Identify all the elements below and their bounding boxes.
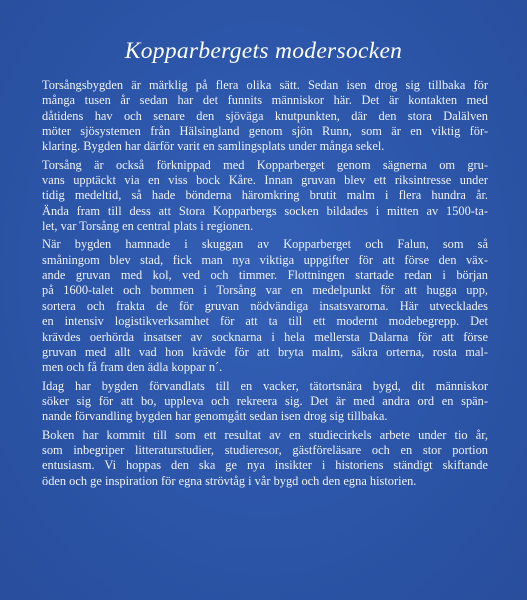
text-line: Ända fram till dess att Stora Kopparbergs socken bildades i mitten av 1500-ta-: [42, 203, 488, 218]
text-line: gruvan med allt vad hon krävde för att bryta malm, säkra orterna, rosta mal-: [42, 344, 488, 359]
text-line: många tusen år sedan har det funnits människor här. Det är kontakten med: [42, 93, 488, 108]
text-line: som inbegriper litteraturstudier, studieresor, gästföreläsare och en stor portion: [42, 442, 488, 457]
paragraph-2: [42, 158, 488, 235]
text-line: krävdes oerhörda insatser av socknarna i hela mellersta Dalarna för att förse: [42, 329, 488, 344]
text-line: möter sjösystemen från Hälsingland genom sjön Runn, som är en viktig för-: [42, 124, 488, 139]
text-line: nande förvandling bygden har genomgått sedan isen drog sig tillbaka.: [42, 409, 388, 424]
text-line: Idag har bygden förvandlats till en vacker, tätortsnära bygd, dit människor: [42, 378, 488, 393]
text-line: söker sig för att bo, uppleva och rekreera sig. Det är med andra ord en spän-: [42, 393, 488, 408]
text-line: sortera och frakta de för gruvan nödvändiga insatsvarorna. Här utvecklades: [42, 298, 488, 313]
text-line: Boken har kommit till som ett resultat av en studiecirkels arbete under tio år,: [42, 427, 488, 442]
text-line: vans upptäckt via en viss bock Kåre. Innan gruvan blev ett riksintresse under: [42, 173, 488, 188]
text-line: dåtidens hav och senare den sjöväga knutpunkten, där den stora Dalälven: [42, 108, 488, 123]
page-title: Kopparbergets modersocken: [124, 38, 403, 64]
text-line: öden och ge inspiration för egna strövtåg i vår bygd och den egna historien.: [42, 473, 417, 488]
text-line: småningom blev stad, fick man nya viktiga uppgifter för att förse den väx-: [42, 252, 488, 267]
text-line: entusiasm. Vi hoppas den ska ge nya insikter i historiens ständigt skiftande: [42, 458, 488, 473]
text-line: ande gruvan med kol, ved och timmer. Flottningen startade redan i början: [42, 268, 488, 283]
paragraph-5: [42, 428, 488, 489]
text-line: men och få fram den ädla koppar n´.: [42, 360, 223, 375]
paragraph-1: [42, 78, 488, 155]
text-line: en intensiv logistikverksamhet för att ta till ett modernt modebegrepp. Det: [42, 314, 488, 329]
text-line: tidig medeltid, så hade bönderna häromkring brutit malm i flera hundra år.: [42, 188, 488, 203]
paragraph-4: [42, 379, 488, 425]
text-line: Torsångsbygden är märklig på flera olika sätt. Sedan isen drog sig tillbaka för: [42, 78, 488, 92]
text-line: på 1600-talet och bommen i Torsång var en medelpunkt för att hugga upp,: [42, 283, 488, 298]
text-line: klaring. Bygden har därför varit en samlingsplats under många sekel.: [42, 139, 385, 154]
text-line: När bygden hamnade i skuggan av Kopparberget och Falun, som så: [42, 237, 488, 252]
paragraph-3: [42, 237, 488, 375]
body-text: [42, 78, 488, 492]
text-line: let, var Torsång en central plats i regionen.: [42, 219, 254, 234]
text-line: Torsång är också förknippad med Kopparberget genom sägnerna om gru-: [42, 157, 488, 172]
